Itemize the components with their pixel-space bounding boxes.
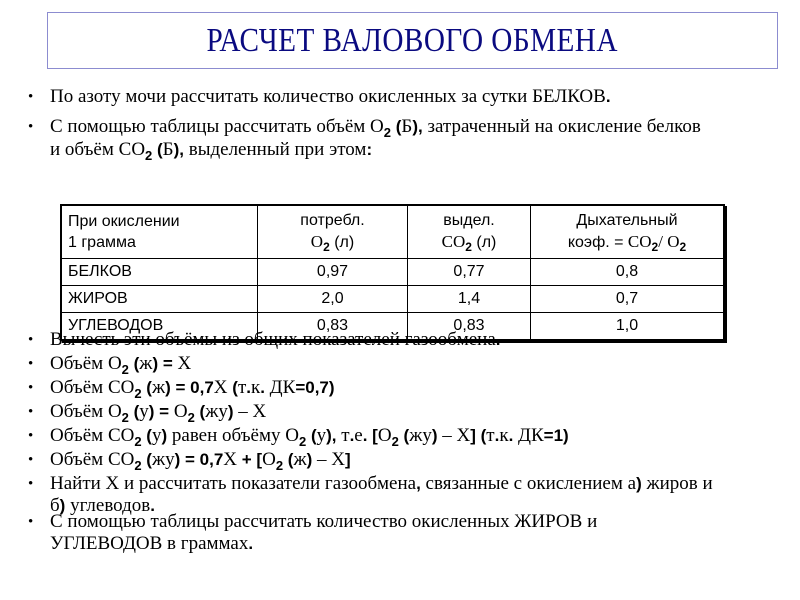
text-segment: выделенный при этом bbox=[183, 139, 367, 160]
text-segment: ( bbox=[194, 402, 206, 421]
table-row bbox=[61, 286, 724, 313]
text-segment: О bbox=[377, 425, 392, 446]
cell-rq: 0,7 bbox=[531, 286, 725, 313]
text-segment: =1) bbox=[543, 426, 569, 445]
text-segment: ДК bbox=[518, 425, 544, 446]
text-segment: Вычесть эти объёмы из общих показателей газообмена bbox=[50, 329, 496, 350]
text-segment: углеводов bbox=[65, 495, 151, 516]
oxidation-table bbox=[60, 204, 725, 341]
text-segment: жу bbox=[409, 425, 432, 446]
subscript: 2 bbox=[134, 386, 142, 401]
text-segment: С помощью таблицы рассчитать количество окисленных ЖИРОВ и bbox=[50, 511, 598, 532]
bullet-line bbox=[50, 139, 372, 162]
row-label: ЖИРОВ bbox=[61, 286, 258, 313]
text-segment: е bbox=[354, 425, 363, 446]
bullet-line bbox=[50, 116, 701, 139]
text-segment: ( bbox=[152, 140, 163, 159]
text-segment: ( bbox=[398, 426, 410, 445]
text-segment: . bbox=[508, 426, 519, 445]
text-segment: Объём СО bbox=[50, 449, 135, 470]
text-segment: ДК bbox=[269, 377, 296, 398]
subscript: 2 bbox=[187, 410, 195, 425]
text-segment: . bbox=[248, 534, 254, 553]
text-segment: . bbox=[150, 496, 156, 515]
text-segment: , bbox=[416, 474, 421, 493]
text-segment: . bbox=[260, 378, 270, 397]
text-segment: =0,7) bbox=[295, 378, 335, 397]
text-segment: затраченный на окисление белков bbox=[422, 116, 701, 137]
text-segment: ), bbox=[326, 426, 337, 445]
text-segment: жу bbox=[205, 401, 228, 422]
bullet-line bbox=[50, 533, 253, 555]
text-segment: ) = bbox=[148, 402, 174, 421]
bullet-icon: • bbox=[28, 119, 34, 135]
text-segment: равен объёму О bbox=[167, 425, 299, 446]
bullet-icon: • bbox=[28, 428, 34, 444]
subscript: 2 bbox=[134, 434, 142, 449]
header-text: коэф. = bbox=[567, 234, 628, 251]
header-text: СО bbox=[627, 232, 652, 251]
bullet-icon: • bbox=[28, 514, 34, 530]
cell-rq: 0,8 bbox=[531, 259, 725, 286]
header-text: (л) bbox=[471, 234, 497, 251]
text-segment: По азоту мочи рассчитать количество окисленных за сутки БЕЛКОВ bbox=[50, 86, 606, 107]
header-text: О bbox=[310, 232, 324, 251]
text-segment: Найти Х и рассчитать показатели газообмена bbox=[50, 473, 417, 494]
bullet-line bbox=[50, 449, 351, 472]
table-header-row bbox=[61, 205, 724, 259]
text-segment: ( bbox=[141, 378, 152, 397]
header-text: (л) bbox=[329, 234, 355, 251]
subscript: 2 bbox=[145, 148, 153, 163]
text-segment: ) = 0,7 bbox=[174, 450, 224, 469]
text-segment: О bbox=[262, 449, 276, 470]
text-segment: ) bbox=[161, 426, 168, 445]
text-segment: . bbox=[494, 426, 500, 445]
text-segment: . bbox=[605, 87, 611, 106]
header-text: При окислении bbox=[68, 213, 180, 230]
header-cell bbox=[531, 205, 725, 259]
subscript: 2 bbox=[121, 362, 129, 377]
text-segment: ж bbox=[139, 353, 153, 374]
text-segment: ( bbox=[283, 450, 294, 469]
header-text: выдел. bbox=[443, 212, 495, 229]
bullet-line bbox=[50, 353, 191, 376]
bullet-line bbox=[50, 86, 611, 108]
text-segment: у bbox=[139, 401, 149, 422]
text-segment: ) bbox=[306, 450, 313, 469]
subscript: 2 bbox=[651, 240, 659, 254]
header-text: СО bbox=[441, 232, 466, 251]
text-segment: ) = bbox=[152, 354, 178, 373]
text-segment: т bbox=[486, 425, 495, 446]
text-segment: ж bbox=[151, 377, 166, 398]
bullet-icon: • bbox=[28, 476, 34, 492]
bullet-line bbox=[50, 425, 569, 448]
text-segment: т bbox=[237, 377, 247, 398]
text-segment: ( bbox=[141, 450, 152, 469]
text-segment: ) = 0,7 bbox=[165, 378, 214, 397]
text-segment: ж bbox=[293, 449, 307, 470]
text-segment: . bbox=[246, 378, 251, 397]
cell-co2: 0,83 bbox=[408, 313, 531, 341]
text-segment: ) bbox=[227, 402, 234, 421]
text-segment: Объём СО bbox=[50, 425, 135, 446]
subscript: 2 bbox=[465, 240, 472, 254]
text-segment: Объём О bbox=[50, 401, 122, 422]
text-segment: и объём СО bbox=[50, 139, 146, 160]
subscript: 2 bbox=[323, 240, 330, 254]
header-text: потребл. bbox=[300, 212, 365, 229]
title-box bbox=[47, 12, 778, 69]
cell-o2: 0,97 bbox=[258, 259, 408, 286]
text-segment: Х bbox=[223, 449, 242, 470]
bullet-icon: • bbox=[28, 89, 34, 105]
header-text: / О bbox=[658, 232, 680, 251]
text-segment: ( bbox=[141, 426, 152, 445]
text-segment: : bbox=[366, 140, 373, 159]
cell-co2: 1,4 bbox=[408, 286, 531, 313]
text-segment: ), bbox=[412, 117, 423, 136]
subscript: 2 bbox=[298, 434, 307, 449]
bullet-icon: • bbox=[28, 332, 34, 348]
row-label: БЕЛКОВ bbox=[61, 259, 258, 286]
text-segment: ( bbox=[232, 378, 238, 397]
text-segment: Объём СО bbox=[50, 377, 135, 398]
cell-o2: 2,0 bbox=[258, 286, 408, 313]
text-segment: ( bbox=[128, 402, 140, 421]
text-segment: УГЛЕВОДОВ в граммах bbox=[50, 533, 249, 554]
table-row bbox=[61, 259, 724, 286]
text-segment: Х bbox=[177, 353, 192, 374]
text-segment: ] ( bbox=[470, 426, 487, 445]
text-segment: . [ bbox=[362, 426, 378, 445]
text-segment: связанные с окислением а bbox=[420, 473, 637, 494]
subscript: 2 bbox=[391, 434, 399, 449]
bullet-line bbox=[50, 473, 713, 495]
text-segment: ( bbox=[128, 354, 140, 373]
text-segment: т bbox=[336, 425, 350, 446]
bullet-icon: • bbox=[28, 404, 34, 420]
text-segment: Х bbox=[213, 377, 233, 398]
text-segment: О bbox=[173, 401, 188, 422]
cell-co2: 0,77 bbox=[408, 259, 531, 286]
bullet-icon: • bbox=[28, 380, 34, 396]
text-segment: ) bbox=[59, 496, 66, 515]
text-segment: – Х bbox=[233, 401, 267, 422]
bullet-icon: • bbox=[28, 356, 34, 372]
text-segment: + [ bbox=[241, 450, 263, 469]
slide-title: РАСЧЕТ ВАЛОВОГО ОБМЕНА bbox=[206, 21, 619, 59]
text-segment: – Х bbox=[312, 449, 345, 470]
text-segment: С помощью таблицы рассчитать объём О bbox=[50, 116, 384, 137]
text-segment: у bbox=[151, 425, 162, 446]
table-row bbox=[61, 313, 724, 341]
header-text: Дыхательный bbox=[576, 212, 678, 229]
row-label: УГЛЕВОДОВ bbox=[61, 313, 258, 341]
cell-o2: 0,83 bbox=[258, 313, 408, 341]
header-cell bbox=[258, 205, 408, 259]
text-segment: жу bbox=[151, 449, 175, 470]
text-segment: к bbox=[250, 377, 261, 398]
subscript: 2 bbox=[383, 125, 392, 140]
text-segment: б bbox=[50, 495, 60, 516]
subscript: 2 bbox=[679, 240, 687, 254]
text-segment: у bbox=[316, 425, 327, 446]
bullet-icon: • bbox=[28, 452, 34, 468]
text-segment: Б bbox=[162, 139, 174, 160]
text-segment: – Х bbox=[437, 425, 471, 446]
text-segment: ( bbox=[306, 426, 317, 445]
text-segment: жиров и bbox=[641, 473, 713, 494]
subscript: 2 bbox=[134, 458, 142, 473]
text-segment: ] bbox=[344, 450, 351, 469]
header-cell bbox=[61, 205, 258, 259]
header-cell bbox=[408, 205, 531, 259]
text-segment: . bbox=[349, 426, 355, 445]
text-segment: ), bbox=[173, 140, 184, 159]
subscript: 2 bbox=[275, 458, 284, 473]
bullet-line bbox=[50, 511, 597, 533]
text-segment: Б bbox=[401, 116, 413, 137]
text-segment: к bbox=[499, 425, 509, 446]
text-segment: ( bbox=[391, 117, 402, 136]
text-segment: Объём О bbox=[50, 353, 122, 374]
subscript: 2 bbox=[121, 410, 129, 425]
header-text: 1 грамма bbox=[68, 234, 136, 251]
text-segment: ) bbox=[636, 474, 642, 493]
text-segment: ) bbox=[431, 426, 438, 445]
bullet-line bbox=[50, 401, 266, 424]
text-segment: . bbox=[495, 330, 501, 349]
cell-rq: 1,0 bbox=[531, 313, 725, 341]
bullet-line bbox=[50, 377, 335, 400]
